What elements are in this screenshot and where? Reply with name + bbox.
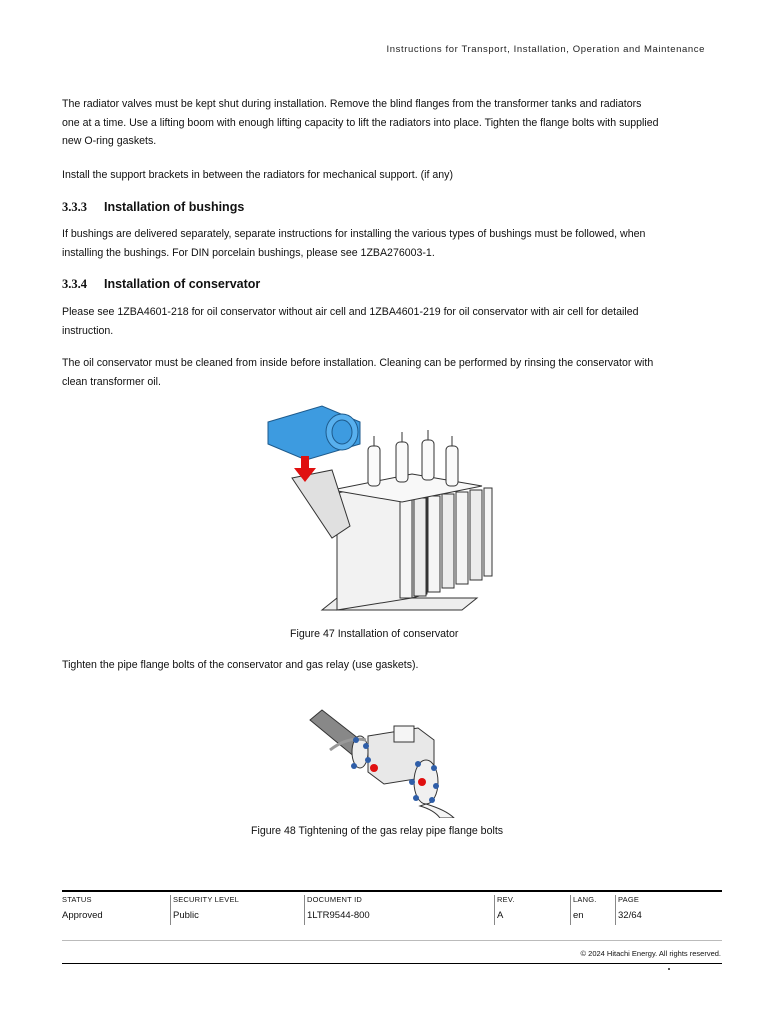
footer-security-value: Public: [173, 910, 199, 921]
footer-status: [62, 895, 103, 921]
paragraph-radiator-valves: The radiator valves must be kept shut during installation. Remove the blind flanges from the transformer tanks and radiators one at a time. Use a lifting boom with enough lifting capacity to lift the radiators into place. Tighten the flange bolts with supplied new O-ring gaskets.: [62, 98, 659, 147]
footer-divider: [494, 895, 495, 925]
footer-page: [618, 895, 642, 921]
footer-divider: [570, 895, 571, 925]
footer-page-value: 32/64: [618, 910, 642, 921]
gas-relay-illustration: [308, 706, 458, 818]
footer-divider: [615, 895, 616, 925]
footer-security: [173, 895, 239, 921]
transformer-illustration: [262, 398, 502, 620]
figure-47-conservator-installation: [262, 398, 502, 620]
paragraph-tighten-flange-bolts: Tighten the pipe flange bolts of the conservator and gas relay (use gaskets).: [62, 659, 419, 671]
document-header-title: Instructions for Transport, Installation, Operation and Maintenance: [386, 44, 705, 55]
paragraph-bushings: If bushings are delivered separately, separate instructions for installing the various types of bushings must be followed, when installing the bushings. For DIN porcelain bushings, please see 1ZBA276003-1.: [62, 228, 646, 259]
footer-divider: [170, 895, 171, 925]
footer-lang: [573, 895, 597, 921]
footer-page-label: PAGE: [618, 895, 640, 904]
footer-bottom-rule: [62, 963, 722, 964]
heading-number: 3.3.4: [62, 277, 87, 291]
footer-rev: [497, 895, 515, 921]
paragraph-conservator-refs: Please see 1ZBA4601-218 for oil conservator without air cell and 1ZBA4601-219 for oil conservator with air cell for detailed instruction.: [62, 306, 639, 337]
copyright-notice: © 2024 Hitachi Energy. All rights reserved.: [580, 949, 721, 958]
footer-status-label: STATUS: [62, 895, 92, 904]
figure-48-gas-relay: [308, 706, 458, 818]
heading-text: Installation of conservator: [104, 277, 261, 291]
footer-rev-value: A: [497, 910, 504, 921]
footer-docid-label: DOCUMENT ID: [307, 895, 362, 904]
footer-middle-rule: [62, 940, 722, 941]
page-dot: [668, 968, 670, 970]
footer-security-label: SECURITY LEVEL: [173, 895, 240, 904]
heading-text: Installation of bushings: [104, 200, 245, 214]
footer-divider: [304, 895, 305, 925]
footer-rev-label: REV.: [497, 895, 515, 904]
heading-number: 3.3.3: [62, 200, 87, 214]
paragraph-support-brackets: Install the support brackets in between the radiators for mechanical support. (if any): [62, 169, 453, 181]
figure-48-caption: Figure 48 Tightening of the gas relay pipe flange bolts: [251, 825, 504, 837]
footer-lang-value: en: [573, 910, 584, 921]
heading-installation-of-bushings: [62, 200, 244, 215]
footer-metadata-table: [62, 895, 722, 935]
figure-47-caption: Figure 47 Installation of conservator: [290, 628, 459, 640]
footer-lang-label: LANG.: [573, 895, 597, 904]
footer-top-rule: [62, 890, 722, 892]
paragraph-conservator-cleaning: The oil conservator must be cleaned from inside before installation. Cleaning can be performed by rinsing the conservator with clean transformer oil.: [62, 357, 654, 388]
conservator-cylinder: [268, 406, 360, 460]
footer-docid: [307, 895, 370, 921]
heading-installation-of-conservator: [62, 277, 260, 292]
footer-docid-value: 1LTR9544-800: [307, 910, 370, 921]
footer-status-value: Approved: [62, 910, 103, 921]
